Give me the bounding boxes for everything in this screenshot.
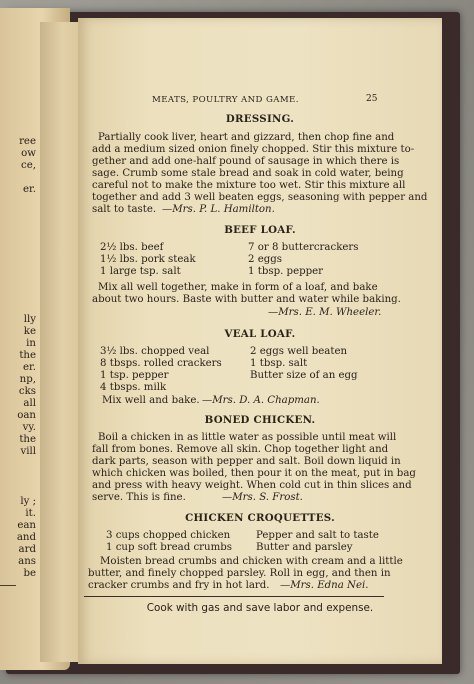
ingredient: 1 tsp. pepper <box>100 370 169 381</box>
page-footer: Cook with gas and save labor and expense. <box>146 602 374 614</box>
ingredient: 8 tbsps. rolled crackers <box>100 358 222 369</box>
dressing-line: gether and add one-half pound of sausage in which there is <box>92 156 400 167</box>
ingredient: 2½ lbs. beef <box>100 242 164 253</box>
ingredient: 1½ lbs. pork steak <box>100 254 196 265</box>
left-fragment: ow <box>21 148 36 159</box>
croquettes-line: cracker crumbs and fry in hot lard. <box>88 580 270 591</box>
dressing-line: add a medium sized onion finely chopped. Stir this mixture to- <box>92 144 415 155</box>
left-fragment: in <box>26 338 36 349</box>
ingredient: 1 tbsp. pepper <box>248 266 324 277</box>
ingredient: 4 tbsps. milk <box>100 382 167 393</box>
recipe-title-beef-loaf: BEEF LOAF. <box>224 224 296 236</box>
left-fragment: vill <box>20 446 36 457</box>
ingredient: 7 or 8 buttercrackers <box>248 242 359 253</box>
left-page-rule <box>0 585 16 586</box>
dressing-line: Partially cook liver, heart and gizzard, then chop fine and <box>98 132 395 143</box>
left-fragment: and <box>16 532 36 543</box>
left-fragment: ce, <box>21 160 36 171</box>
boned-chicken-line: which chicken was boiled, then pour it on the meat, put in bag <box>92 468 416 479</box>
ingredient: Butter size of an egg <box>250 370 358 381</box>
recipe-title-chicken-croquettes: CHICKEN CROQUETTES. <box>185 512 335 524</box>
attribution: —Mrs. Edna Nei. <box>280 580 369 591</box>
ingredient: 3½ lbs. chopped veal <box>100 346 210 357</box>
ingredient: 1 tbsp. salt <box>250 358 308 369</box>
left-fragment: ke <box>23 326 36 337</box>
left-fragment: the <box>19 434 36 445</box>
left-fragment: er. <box>22 184 36 195</box>
veal-loaf-line: Mix well and bake. <box>102 395 200 406</box>
beef-loaf-line: about two hours. Baste with butter and water while baking. <box>92 294 401 305</box>
left-fragment: ans <box>18 556 36 567</box>
beef-loaf-line: Mix all well together, make in form of a loaf, and bake <box>98 282 378 293</box>
attribution: —Mrs. E. M. Wheeler. <box>268 307 382 318</box>
recipe-title-veal-loaf: VEAL LOAF. <box>224 328 296 340</box>
running-header: MEATS, POULTRY AND GAME. <box>152 95 299 105</box>
left-fragment: the <box>19 350 36 361</box>
left-fragment: ly ; <box>20 496 36 507</box>
recipe-title-boned-chicken: BONED CHICKEN. <box>204 414 316 426</box>
dressing-line: salt to taste. <box>92 204 157 215</box>
dressing-line: sage. Crumb some stale bread and soak in cold water, being <box>92 168 404 179</box>
recipe-title-dressing: DRESSING. <box>225 113 295 125</box>
ingredient: 1 large tsp. salt <box>100 266 181 277</box>
boned-chicken-line: dark parts, season with pepper and salt. Boil down liquid in <box>92 456 401 467</box>
left-fragment: ean <box>17 520 36 531</box>
attribution: —Mrs. P. L. Hamilton. <box>162 204 275 215</box>
attribution: —Mrs. S. Frost. <box>222 492 303 503</box>
left-fragment: ard <box>18 544 36 555</box>
left-fragment: lly <box>23 314 36 325</box>
ingredient: Pepper and salt to taste <box>256 530 379 541</box>
ingredient: 2 eggs <box>248 254 283 265</box>
left-fragment: cks <box>18 386 36 397</box>
dressing-line: together and add 3 well beaten eggs, seasoning with pepper and <box>92 192 428 203</box>
page-number: 25 <box>366 94 378 104</box>
left-fragment: er. <box>22 362 36 373</box>
left-fragment: be <box>23 568 36 579</box>
left-fragment: ree <box>19 136 36 147</box>
croquettes-line: butter, and finely chopped parsley. Roll in egg, and then in <box>88 568 391 579</box>
left-fragment: oan <box>17 410 36 421</box>
left-fragment: vy. <box>22 422 36 433</box>
boned-chicken-line: fall from bones. Remove all skin. Chop together light and <box>92 444 389 455</box>
footer-rule <box>84 596 384 597</box>
ingredient: 1 cup soft bread crumbs <box>106 542 233 553</box>
boned-chicken-line: Boil a chicken in as little water as possible until meat will <box>98 432 397 443</box>
boned-chicken-line: serve. This is fine. <box>92 492 186 503</box>
ingredient: 2 eggs well beaten <box>250 346 348 357</box>
dressing-line: careful not to make the mixture too wet. Stir this mixture all <box>92 180 406 191</box>
left-fragment: it. <box>25 508 36 519</box>
ingredient: Butter and parsley <box>256 542 353 553</box>
left-fragment: all <box>23 398 36 409</box>
left-fragment: np, <box>19 374 36 385</box>
boned-chicken-line: and press with heavy weight. When cold cut in thin slices and <box>92 480 412 491</box>
attribution: —Mrs. D. A. Chapman. <box>202 395 320 406</box>
ingredient: 3 cups chopped chicken <box>106 530 231 541</box>
right-page <box>78 18 442 664</box>
croquettes-line: Moisten bread crumbs and chicken with cream and a little <box>100 556 403 567</box>
